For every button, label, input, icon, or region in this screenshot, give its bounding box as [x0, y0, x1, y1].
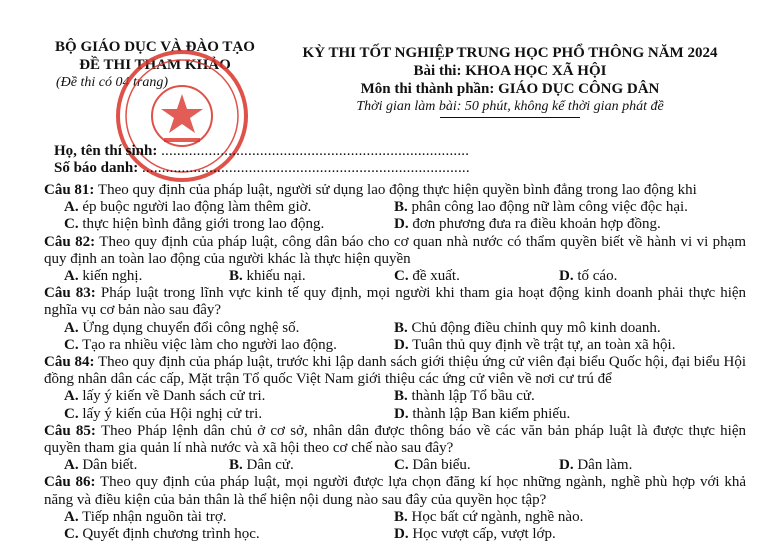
- header-rule: [440, 117, 580, 118]
- question: [44, 234, 746, 286]
- question-number: Câu 81:: [44, 182, 95, 198]
- question-number: Câu 84:: [44, 354, 95, 371]
- option-d: D. thành lập Ban kiểm phiếu.: [394, 405, 571, 422]
- option-d: D. tố cáo.: [559, 268, 618, 285]
- option-b: B. Dân cử.: [229, 457, 294, 474]
- option-d: D. Tuân thủ quy định về trật tự, an toàn xã hội.: [394, 336, 676, 353]
- option-c: C. lấy ý kiến của Hội nghị cử tri.: [64, 405, 263, 422]
- option-d: D. Dân làm.: [559, 457, 633, 474]
- candidate-name-label: Họ, tên thí sinh:: [54, 143, 158, 159]
- question-text: Theo quy định của pháp luật, trước khi lập danh sách giới thiệu ứng cử viên đại biểu Quốc hội, đại biểu Hội đồng nhân dân các cấp, Mặt trận Tổ quốc Việt Nam giới thiệu các ứng cử viên về nơi cư trú để: [44, 354, 746, 388]
- exam-component: Môn thi thành phần: GIÁO DỤC CÔNG DÂN: [360, 81, 660, 97]
- exam-subject: Bài thi: KHOA HỌC XÃ HỘI: [413, 63, 607, 79]
- option-b: B. khiếu nại.: [229, 268, 306, 285]
- question-stem: [44, 182, 746, 199]
- question-stem: [44, 234, 746, 268]
- question: [44, 182, 746, 234]
- option-grid: [44, 509, 746, 543]
- option-c: C. Quyết định chương trình học.: [64, 526, 260, 543]
- option-b: B. thành lập Tổ bầu cử.: [394, 388, 535, 405]
- candidate-id-dots: ...................................................................................: [141, 160, 470, 176]
- question-number: Câu 83:: [44, 285, 96, 302]
- option-c: C. Dân biểu.: [394, 457, 471, 474]
- option-grid: [44, 199, 746, 233]
- exam-title: KỲ THI TỐT NGHIỆP TRUNG HỌC PHỔ THÔNG NĂM 2024: [302, 45, 718, 61]
- option-d: D. Học vượt cấp, vượt lớp.: [394, 526, 556, 543]
- option-a: A. Ứng dụng chuyển đổi công nghệ số.: [64, 319, 300, 336]
- option-grid: [44, 320, 746, 354]
- ministry-name: BỘ GIÁO DỤC VÀ ĐÀO TẠO: [55, 39, 255, 55]
- exam-type: ĐỀ THI THAM KHẢO: [79, 57, 231, 73]
- question: [44, 474, 746, 543]
- question-text: Pháp luật trong lĩnh vực kinh tế quy định, mọi người khi tham gia hoạt động kinh doanh phải thực hiện nghĩa vụ cơ bản nào sau đây?: [44, 285, 747, 319]
- option-grid: [44, 268, 746, 285]
- question-text: Theo quy định của pháp luật, mọi người được lựa chọn đăng kí học những ngành, nghề phù hợp với khả năng và điều kiện của bản thân là thể hiện nội dung nào sau đây của quyền học tập?: [44, 474, 747, 508]
- option-a: A. kiến nghị.: [64, 268, 143, 285]
- question-text: Theo Pháp lệnh dân chủ ở cơ sở, nhân dân được thông báo về các văn bản pháp luật là được thực hiện quyền tham gia quản lí nhà nước và xã hội theo cơ chế nào sau đây?: [44, 422, 746, 457]
- candidate-info: [54, 143, 470, 177]
- candidate-name-dots: ..............................................................................: [161, 143, 470, 159]
- option-a: A. ép buộc người lao động làm thêm giờ.: [64, 199, 312, 216]
- candidate-name-row: [54, 143, 470, 160]
- question-stem: [44, 474, 746, 508]
- option-b: B. Chủ động điều chỉnh quy mô kinh doanh.: [394, 319, 661, 336]
- header-right: [290, 44, 730, 118]
- question: [44, 354, 746, 423]
- option-c: C. đề xuất.: [394, 268, 460, 285]
- option-c: C. thực hiện bình đẳng giới trong lao động.: [64, 216, 325, 233]
- option-a: A. lấy ý kiến về Danh sách cử tri.: [64, 388, 266, 405]
- question-number: Câu 86:: [44, 474, 96, 491]
- option-grid: [44, 388, 746, 422]
- option-a: A. Tiếp nhận nguồn tài trợ.: [64, 508, 227, 525]
- option-grid: [44, 457, 746, 474]
- question-text: Theo quy định của pháp luật, người sử dụng lao động thực hiện quyền bình đẳng trong lao động khi: [97, 182, 697, 198]
- question: [44, 285, 746, 354]
- option-c: C. Tạo ra nhiều việc làm cho người lao động.: [64, 336, 337, 353]
- question-number: Câu 85:: [44, 422, 96, 439]
- question: [44, 423, 746, 475]
- question-number: Câu 82:: [44, 233, 96, 250]
- candidate-id-row: [54, 160, 470, 177]
- page-count: (Đề thi có 04 trang): [56, 75, 168, 90]
- question-stem: [44, 423, 746, 457]
- option-b: B. phân công lao động nữ làm công việc độc hại.: [394, 199, 688, 216]
- question-list: [44, 182, 746, 543]
- question-stem: [44, 354, 746, 388]
- candidate-id-label: Số báo danh:: [54, 160, 139, 176]
- question-stem: [44, 285, 746, 319]
- option-b: B. Học bất cứ ngành, nghề nào.: [394, 508, 584, 525]
- exam-time: Thời gian làm bài: 50 phút, không kể thời gian phát đề: [356, 99, 664, 114]
- question-text: Theo quy định của pháp luật, công dân báo cho cơ quan nhà nước có thẩm quyền biết về hành vi vi phạm quy định an toàn lao động của người khác là thực hiện quyền: [44, 233, 746, 267]
- option-a: A. Dân biết.: [64, 457, 138, 474]
- option-d: D. đơn phương đưa ra điều khoản hợp đồng.: [394, 216, 661, 233]
